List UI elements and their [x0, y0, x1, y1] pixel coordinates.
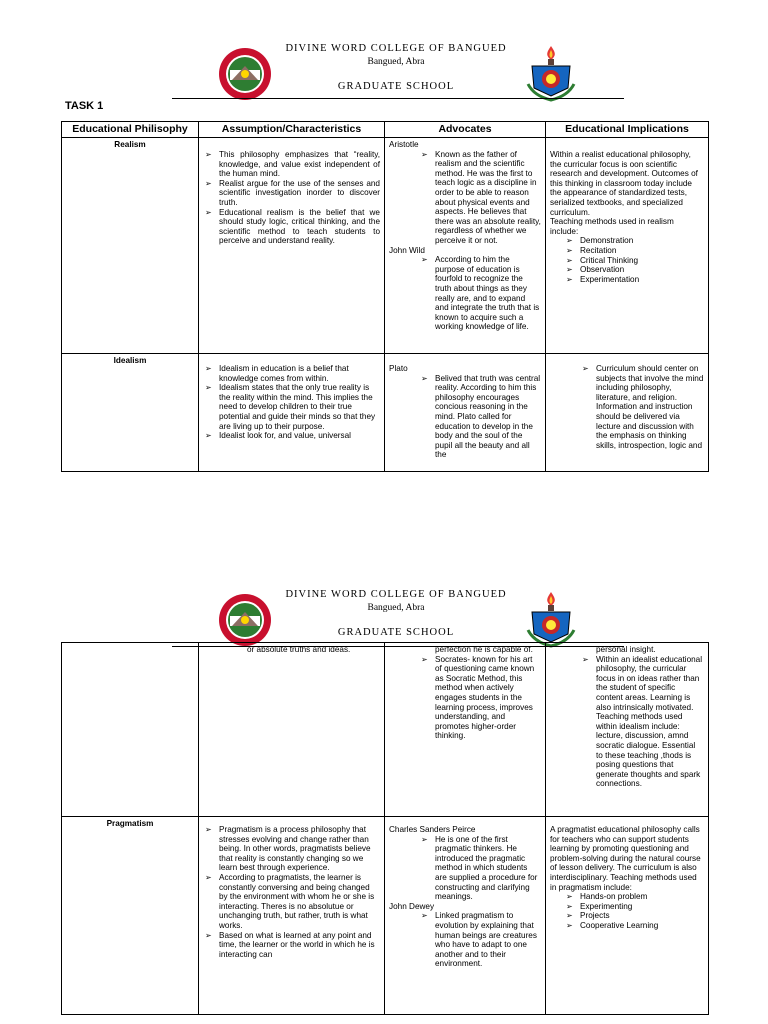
assumption-cell: [199, 643, 385, 817]
philosophy-name: Pragmatism: [62, 817, 199, 1015]
list-item: ➢ Cooperative Learning: [564, 921, 704, 931]
list-item: ➢ Recitation: [564, 246, 704, 256]
college-name: DIVINE WORD COLLEGE OF BANGUED: [285, 43, 507, 54]
list-item: ➢ Hands-on problem: [564, 892, 704, 902]
implications-list: [580, 364, 704, 450]
implication-text: Within a realist educational philosophy, the curricular focus is oon scientific research and development. Outcomes of this thinking in classroom today include the appearance of standardized tests, serialized textbooks, and specialized curriculum.: [550, 150, 698, 217]
list-item: ➢ He is one of the first pragmatic thinkers. He introduced the pragmatic method in which students are supplied a procedure for constructing and clarifying meanings.: [419, 835, 541, 902]
implications-cell: [546, 354, 709, 472]
methods-list: [564, 236, 704, 284]
list-item: ➢ Socrates- known for his art of questioning came known as Socratic Method, this method when actively engages students in the learning process, improves understanding, and promotes higher-order thinking.: [419, 655, 541, 741]
header-implications: Educational Implications: [546, 122, 709, 138]
advocates-cell: [385, 643, 546, 817]
list-item: ➢ Within an idealist educational philosophy, the curricular focus in on ideas rather than the student of specific content areas. Learning is also intrinsically motivated. Teaching methods used within idealism include: lecture, discussion, amnd socratic dialogue. Essential to these teaching ,thods is posing questions that generate thoughts and spark connections.: [580, 655, 704, 789]
college-seal-logo: [216, 592, 274, 648]
advocate-name: Aristotle: [389, 140, 419, 149]
table-row-realism: [62, 138, 709, 354]
table-row-pragmatism: [62, 817, 709, 1015]
college-seal-logo: [216, 46, 274, 102]
list-item: ➢ Educational realism is the belief that we should study logic, critical thinking, and the scientific method to teach students to perceive and understand reality.: [203, 208, 380, 246]
table-header-row: [62, 122, 709, 138]
school-name: GRADUATE SCHOOL: [337, 627, 455, 638]
list-item: ➢ According to him the purpose of education is fourfold to recognize the truth about things as they really are, and to expand and integrate the truth that is known to acquire such a working knowledge of life.: [419, 255, 541, 332]
table-row-idealism: [62, 354, 709, 472]
philosophy-name-empty: [62, 643, 199, 817]
list-item: ➢ Experimenting: [564, 902, 704, 912]
header-advocates: Advocates: [385, 122, 546, 138]
advocates-cell: [385, 817, 546, 1015]
methods-intro: Teaching methods used in realism include:: [550, 217, 674, 236]
advocate-name: Plato: [389, 364, 408, 373]
philosophy-name: Realism: [62, 138, 199, 354]
list-item: ➢ Idealist look for, and value, universal: [203, 431, 380, 441]
implications-cell: [546, 643, 709, 817]
philosophy-table-continued: [61, 642, 709, 1015]
assumption-continuation: or absolute truths and ideas.: [247, 645, 351, 654]
list-item: ➢ Demonstration: [564, 236, 704, 246]
implications-cell: [546, 817, 709, 1015]
methods-list: [564, 892, 704, 930]
school-name: GRADUATE SCHOOL: [337, 81, 455, 92]
advocate-continuation: perfection he is capable of.: [435, 645, 533, 654]
list-item: ➢ Pragmatism is a process philosophy that stresses evolving and change rather than being. In other words, pragmatists believe that reality is constantly changing so we learn best through experience.: [203, 825, 380, 873]
list-item: ➢ This philosophy emphasizes that “reality, knowledge, and value exist independent of the human mind.: [203, 150, 380, 179]
advocate-points: [419, 374, 541, 460]
advocate-points: [419, 150, 541, 246]
advocate-points: [419, 835, 541, 902]
advocate-name: Charles Sanders Peirce: [389, 825, 476, 834]
list-item: ➢ Idealism states that the only true reality is the reality within the mind. This implies the need to develop children to their true potential and guide their minds so that they are living up to their purpose.: [203, 383, 380, 431]
page-header: [0, 40, 768, 102]
list-item: ➢ Curriculum should center on subjects that involve the mind including philosophy, literature, and religion. Information and instruction should be delivered via lecture and discussion with the emphasis on thinking skills, introspection, logic and: [580, 364, 704, 450]
advocate-points: [419, 255, 541, 332]
list-item: ➢ Experimentation: [564, 275, 704, 285]
assumption-cell: [199, 817, 385, 1015]
document-page-1: [0, 0, 768, 490]
list-item: ➢ Belived that truth was central reality. According to him this philosophy encourages concious reasoning in the mind. Plato called for education to develop in the body and the soul of the pupil all the beauty and all the: [419, 374, 541, 460]
assumption-cell: [199, 354, 385, 472]
implications-list: [580, 655, 704, 789]
list-item: ➢ Observation: [564, 265, 704, 275]
list-item: ➢ Critical Thinking: [564, 256, 704, 266]
list-item: ➢ Known as the father of realism and the scientific method. He was the first to teach logic as a discipline in order to be able to reason about physical events and aspects. He believes that there was an absolute reality, regardless of whether we perceive it or not.: [419, 150, 541, 246]
header-philosophy: Educational Philisophy: [62, 122, 199, 138]
list-item: ➢ Idealism in education is a belief that knowledge comes from within.: [203, 364, 380, 383]
assumption-cell: [199, 138, 385, 354]
advocate-name: John Dewey: [389, 901, 435, 911]
header-assumption: Assumption/Characteristics: [199, 122, 385, 138]
assumption-list: [203, 825, 380, 959]
philosophy-name: Idealism: [62, 354, 199, 472]
advocates-cell: [385, 354, 546, 472]
implications-cell: [546, 138, 709, 354]
list-item: ➢ Realist argue for the use of the senses and scientific investigation inorder to discover truth.: [203, 179, 380, 208]
philosophy-table: [61, 121, 709, 472]
document-page-2: [0, 578, 768, 1024]
list-item: ➢ Linked pragmatism to evolution by explaining that human beings are creatures who have to adapt to one another and to their environment.: [419, 911, 541, 969]
graduate-school-emblem: [524, 44, 578, 102]
table-row-idealism-continued: [62, 643, 709, 817]
college-location: Bangued, Abra: [367, 603, 425, 613]
list-item: ➢ Projects: [564, 911, 704, 921]
implication-continuation: personal insight.: [596, 645, 656, 654]
advocate-points: [419, 655, 541, 741]
college-location: Bangued, Abra: [367, 57, 425, 67]
list-item: ➢ Based on what is learned at any point and time, the learner or the world in which he is interacting can: [203, 931, 380, 960]
assumption-list: [203, 150, 380, 246]
implication-text: A pragmatist educational philosophy calls for teachers who can support students learning by promoting questioning and problem-solving during the natural course of lesson delivery. The curriculum is also interdisciplinary. Teaching methods used in pragmatism include:: [550, 825, 701, 892]
college-name: DIVINE WORD COLLEGE OF BANGUED: [285, 589, 507, 600]
advocate-points: [419, 911, 541, 969]
page-header: [0, 586, 768, 648]
graduate-school-emblem: [524, 590, 578, 648]
advocate-name: John Wild: [389, 245, 425, 255]
assumption-list: [203, 364, 380, 441]
task-label: TASK 1: [65, 100, 104, 112]
header-divider: [172, 98, 624, 99]
list-item: ➢ According to pragmatists, the learner is constantly conversing and being changed by the environment with whom he or she is interacting. Theres is no absolutue or unchanging truth, but rather, truth is what works.: [203, 873, 380, 931]
advocates-cell: [385, 138, 546, 354]
